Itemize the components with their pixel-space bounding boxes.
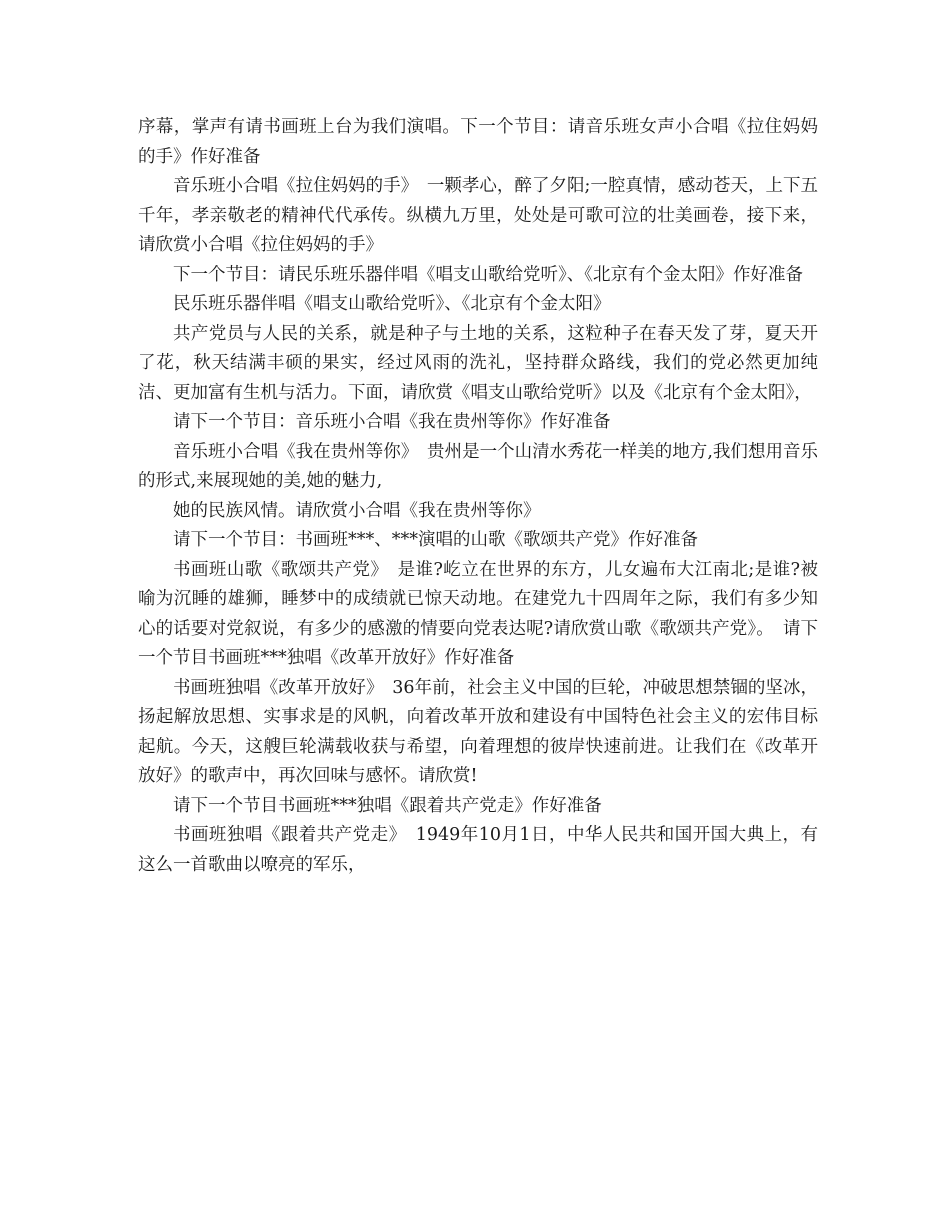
document-body xyxy=(138,113,818,880)
paragraph-12: 请下一个节目书画班***独唱《跟着共产党走》作好准备 xyxy=(173,795,602,816)
paragraph-8: 她的民族风情。请欣赏小合唱《我在贵州等你》 xyxy=(173,500,541,521)
paragraph-13: 书画班独唱《跟着共产党走》 1949年10月1日，中华人民共和国开国大典上，有这么一首歌曲以嘹亮的军乐， xyxy=(138,825,818,875)
paragraph-2: 音乐班小合唱《拉住妈妈的手》 一颗孝心，醉了夕阳;一腔真情，感动苍天，上下五千年，孝亲敬老的精神代代承传。纵横九万里，处处是可歌可泣的壮美画卷，接下来，请欣赏小合唱《拉住妈妈的手》 xyxy=(138,176,818,255)
paragraph-9: 请下一个节目：书画班***、***演唱的山歌《歌颂共产党》作好准备 xyxy=(173,530,698,550)
paragraph-5: 共产党员与人民的关系，就是种子与土地的关系，这粒种子在春天发了芽，夏天开了花，秋天结满丰硕的果实，经过风雨的洗礼，坚持群众路线，我们的党必然更加纯洁、更加富有生机与活力。下面，请欣赏《唱支山歌给党听》以及《北京有个金太阳》， xyxy=(138,323,818,403)
paragraph-1: 序幕，掌声有请书画班上台为我们演唱。下一个节目：请音乐班女声小合唱《拉住妈妈的手》作好准备 xyxy=(138,117,818,167)
paragraph-11: 书画班独唱《改革开放好》 36年前，社会主义中国的巨轮，冲破思想禁锢的坚冰，扬起解放思想、实事求是的风帆，向着改革开放和建设有中国特色社会主义的宏伟目标起航。今天，这艘巨轮满载收获与希望，向着理想的彼岸快速前进。让我们在《改革开放好》的歌声中，再次回味与感怀。请欣赏! xyxy=(138,677,818,786)
paragraph-6: 请下一个节目：音乐班小合唱《我在贵州等你》作好准备 xyxy=(173,412,611,432)
paragraph-10: 书画班山歌《歌颂共产党》 是谁?屹立在世界的东方，儿女遍布大江南北;是谁?被喻为沉睡的雄狮，睡梦中的成绩就已惊天动地。在建党九十四周年之际，我们有多少知心的话要对党叙说，有多少的感激的情要向党表达呢?请欣赏山歌《歌颂共产党》。 请下一个节目书画班***独唱《改革开放好》作好准备 xyxy=(138,559,818,668)
paragraph-3: 下一个节目：请民乐班乐器伴唱《唱支山歌给党听》、《北京有个金太阳》作好准备 xyxy=(173,264,803,285)
paragraph-7: 音乐班小合唱《我在贵州等你》 贵州是一个山清水秀花一样美的地方,我们想用音乐的形式,来展现她的美,她的魅力, xyxy=(138,441,818,491)
paragraph-4: 民乐班乐器伴唱《唱支山歌给党听》、《北京有个金太阳》 xyxy=(173,294,611,314)
